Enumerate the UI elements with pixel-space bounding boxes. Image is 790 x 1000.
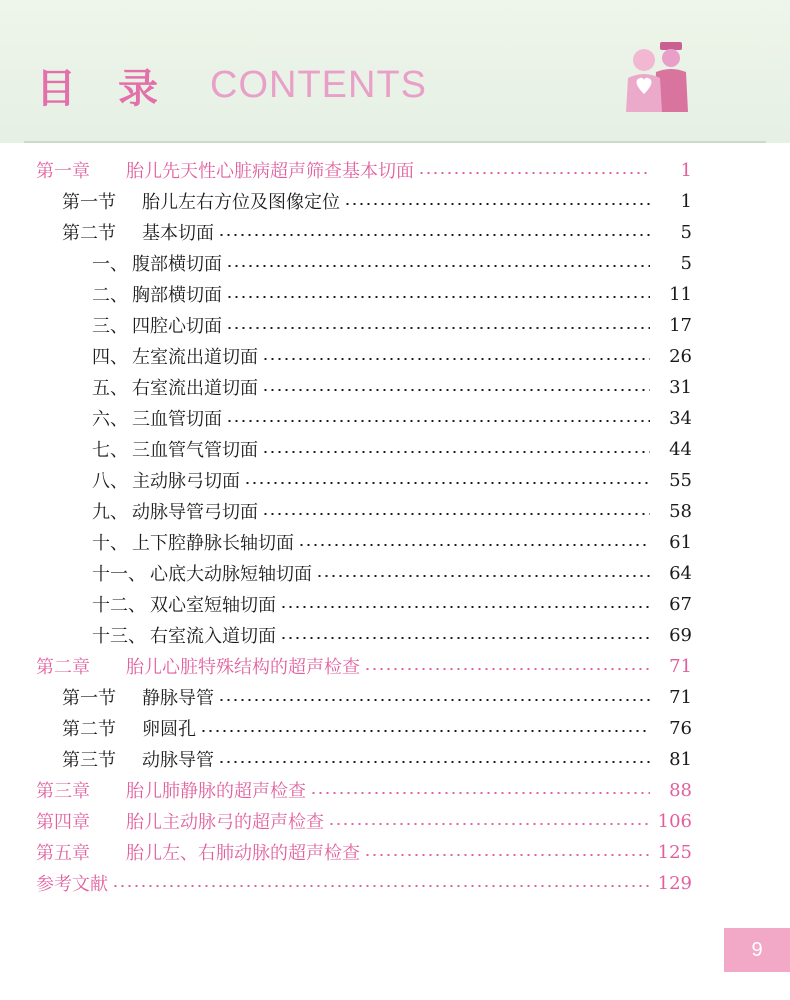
toc-entry-title: 胎儿主动脉弓的超声检查: [126, 812, 324, 833]
header-divider: [24, 141, 766, 143]
toc-entry-title: 胎儿先天性心脏病超声筛查基本切面: [126, 161, 414, 182]
toc-leader-dots: [226, 420, 650, 422]
toc-leader-dots: [310, 792, 650, 794]
toc-page-number: 76: [669, 717, 692, 739]
toc-item-row[interactable]: [92, 621, 692, 649]
toc-leader-dots: [226, 296, 650, 298]
toc-page-number: 129: [657, 872, 692, 894]
title-chinese: 目录: [36, 65, 200, 112]
page-number: 9: [751, 938, 763, 961]
toc-leader-dots: [316, 575, 650, 577]
toc-page-number: 71: [669, 686, 692, 708]
toc-entry-title: 动脉导管: [142, 750, 214, 771]
toc-leader-dots: [112, 885, 650, 887]
toc-item-row[interactable]: [92, 466, 692, 494]
toc-entry-number: 六、: [92, 409, 128, 430]
toc-entry-title: 动脉导管弓切面: [132, 502, 258, 523]
toc-entry-number: 第二章: [36, 657, 90, 678]
toc-entry-number: 第二节: [62, 719, 116, 740]
toc-item-row[interactable]: [92, 342, 692, 370]
toc-page-number: 125: [657, 841, 692, 863]
toc-entry-number: 第四章: [36, 812, 90, 833]
toc-entry-title: 上下腔静脉长轴切面: [132, 533, 294, 554]
toc-entry-number: 第五章: [36, 843, 90, 864]
toc-entry-title: 参考文献: [36, 874, 108, 895]
toc-page-number: 1: [680, 159, 692, 181]
toc-item-row[interactable]: [92, 497, 692, 525]
toc-entry-number: 第一节: [62, 688, 116, 709]
toc-leader-dots: [364, 854, 650, 856]
toc-leader-dots: [280, 637, 650, 639]
toc-item-row[interactable]: [92, 590, 692, 618]
toc-leader-dots: [328, 823, 650, 825]
toc-leader-dots: [344, 203, 650, 205]
toc-section-row[interactable]: [62, 683, 692, 711]
toc-entry-number: 第一章: [36, 161, 90, 182]
toc-page-number: 17: [669, 314, 692, 336]
toc-page-number: 61: [669, 531, 692, 553]
toc-page-number: 58: [669, 500, 692, 522]
toc-entry-title: 双心室短轴切面: [150, 595, 276, 616]
toc-chapter-row[interactable]: [36, 652, 692, 680]
toc-item-row[interactable]: [92, 528, 692, 556]
toc-entry-title: 胸部横切面: [132, 285, 222, 306]
toc-entry-title: 左室流出道切面: [132, 347, 258, 368]
toc-entry-title: 四腔心切面: [132, 316, 222, 337]
toc-entry-number: 十、: [92, 533, 128, 554]
toc-leader-dots: [364, 668, 650, 670]
page-title: [36, 60, 427, 110]
toc-entry-number: 三、: [92, 316, 128, 337]
toc-entry-title: 胎儿左右方位及图像定位: [142, 192, 340, 213]
toc-leader-dots: [280, 606, 650, 608]
toc-page-number: 34: [669, 407, 692, 429]
toc-page-number: 106: [657, 810, 692, 832]
toc-entry-number: 第三章: [36, 781, 90, 802]
toc-leader-dots: [244, 482, 650, 484]
toc-entry-title: 基本切面: [142, 223, 214, 244]
toc-leader-dots: [262, 389, 650, 391]
toc-page-number: 67: [669, 593, 692, 615]
toc-entry-number: 一、: [92, 254, 128, 275]
toc-chapter-row[interactable]: [36, 156, 692, 184]
toc-section-row[interactable]: [62, 218, 692, 246]
toc-page-number: 81: [669, 748, 692, 770]
toc-chapter-row[interactable]: [36, 807, 692, 835]
toc-item-row[interactable]: [92, 435, 692, 463]
toc-entry-title: 胎儿肺静脉的超声检查: [126, 781, 306, 802]
toc-section-row[interactable]: [62, 714, 692, 742]
toc-entry-number: 十三、: [92, 626, 146, 647]
toc-leader-dots: [262, 451, 650, 453]
toc-leader-dots: [262, 358, 650, 360]
toc-page-number: 1: [680, 190, 692, 212]
toc-section-row[interactable]: [62, 745, 692, 773]
toc-entry-number: 七、: [92, 440, 128, 461]
title-english: CONTENTS: [210, 63, 427, 106]
page-number-badge: [724, 928, 790, 972]
toc-item-row[interactable]: [92, 373, 692, 401]
toc-page-number: 31: [669, 376, 692, 398]
toc-item-row[interactable]: [92, 559, 692, 587]
toc-entry-number: 第二节: [62, 223, 116, 244]
toc-leader-dots: [218, 699, 650, 701]
toc-entry-number: 第一节: [62, 192, 116, 213]
toc-entry-title: 右室流入道切面: [150, 626, 276, 647]
toc-page-number: 11: [669, 283, 692, 305]
toc-page-number: 26: [669, 345, 692, 367]
toc-entry-number: 第三节: [62, 750, 116, 771]
toc-entry-title: 心底大动脉短轴切面: [150, 564, 312, 585]
mother-child-nurse-logo-icon: [622, 36, 694, 116]
toc-entry-title: 三血管切面: [132, 409, 222, 430]
toc-entry-number: 五、: [92, 378, 128, 399]
toc-entry-title: 胎儿左、右肺动脉的超声检查: [126, 843, 360, 864]
toc-entry-title: 右室流出道切面: [132, 378, 258, 399]
toc-leader-dots: [298, 544, 650, 546]
toc-leader-dots: [226, 327, 650, 329]
toc-chapter-row[interactable]: [36, 776, 692, 804]
toc-chapter-row[interactable]: [36, 838, 692, 866]
toc-entry-number: 十一、: [92, 564, 146, 585]
toc-item-row[interactable]: [92, 280, 692, 308]
toc-page-number: 69: [669, 624, 692, 646]
toc-page-number: 64: [669, 562, 692, 584]
toc-entry-title: 主动脉弓切面: [132, 471, 240, 492]
toc-item-row[interactable]: [92, 404, 692, 432]
toc-leader-dots: [218, 234, 650, 236]
toc-item-row[interactable]: [92, 311, 692, 339]
toc-section-row[interactable]: [62, 187, 692, 215]
toc-page-number: 5: [680, 252, 692, 274]
toc-page-number: 5: [680, 221, 692, 243]
toc-entry-number: 八、: [92, 471, 128, 492]
toc-leader-dots: [226, 265, 650, 267]
toc-item-row[interactable]: [36, 869, 692, 897]
toc-item-row[interactable]: [92, 249, 692, 277]
toc-page-number: 71: [669, 655, 692, 677]
toc-entry-title: 静脉导管: [142, 688, 214, 709]
toc-entry-number: 九、: [92, 502, 128, 523]
toc-page-number: 44: [669, 438, 692, 460]
toc-leader-dots: [262, 513, 650, 515]
toc-page-number: 88: [669, 779, 692, 801]
toc-entry-title: 腹部横切面: [132, 254, 222, 275]
toc-entry-title: 卵圆孔: [142, 719, 196, 740]
toc-entry-number: 二、: [92, 285, 128, 306]
toc-leader-dots: [418, 172, 650, 174]
toc-page-number: 55: [669, 469, 692, 491]
toc-leader-dots: [218, 761, 650, 763]
toc-entry-title: 三血管气管切面: [132, 440, 258, 461]
toc-leader-dots: [200, 730, 650, 732]
toc-entry-title: 胎儿心脏特殊结构的超声检查: [126, 657, 360, 678]
toc-entry-number: 四、: [92, 347, 128, 368]
toc-entry-number: 十二、: [92, 595, 146, 616]
